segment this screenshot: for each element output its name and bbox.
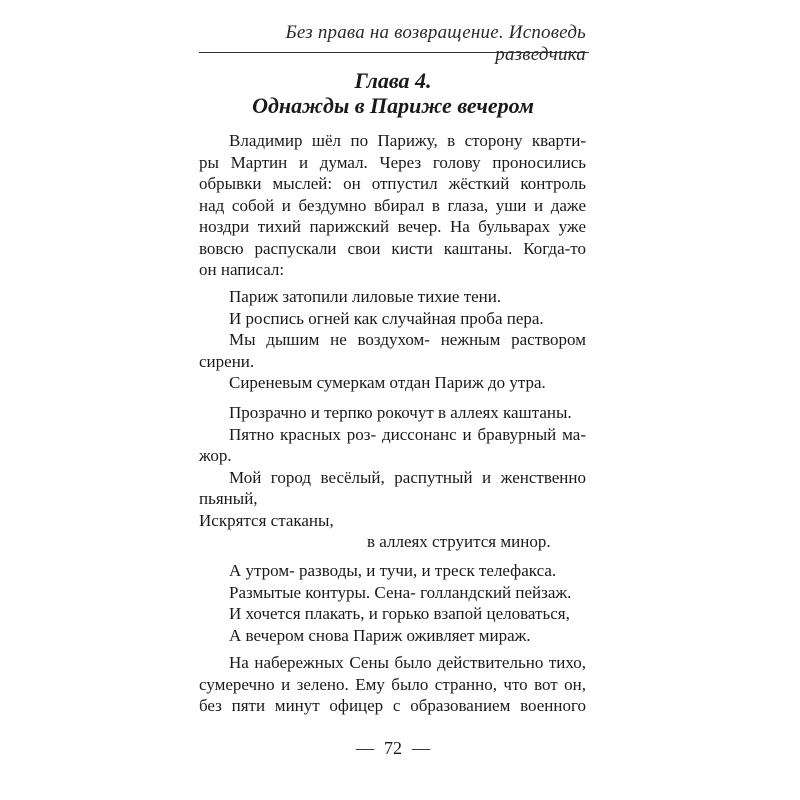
verse-line: жор.: [199, 446, 232, 465]
verse-line: И роспись огней как случайная проба пера.: [229, 308, 544, 328]
paragraph-line: Владимир шёл по Парижу, в сторону кварти-: [229, 131, 586, 150]
paragraph-2: [199, 652, 586, 717]
paragraph-line: ры Мартин и думал. Через голову проносились: [199, 152, 586, 172]
paragraph-line: На набережных Сены было действительно тихо,: [229, 653, 586, 672]
verse-line: сирени.: [199, 351, 255, 371]
paragraph-line: без пяти минут офицер с образованием военного: [199, 696, 586, 715]
footer-dash-right: —: [412, 738, 430, 758]
verse-line: А утром- разводы, и тучи, и треск телефакса.: [229, 561, 557, 580]
verse-line: Мой город весёлый, распутный и женственно: [229, 467, 586, 487]
stanza-3: [229, 560, 586, 646]
chapter-title: [200, 68, 586, 118]
chapter-number: Глава 4.: [354, 68, 432, 93]
paragraph-line: ноздри тихий парижский вечер. На бульварах уже: [199, 217, 586, 236]
paragraph-line: обрывки мыслей: он отпустил жёсткий контроль: [199, 174, 586, 193]
verse-line: Пятно красных роз- диссонанс и бравурный ма-: [229, 424, 586, 444]
verse-line: Размытые контуры. Сена- голландский пейзаж.: [229, 582, 572, 602]
stanza-2: [199, 402, 586, 553]
verse-line: пьяный,: [199, 489, 258, 508]
paragraph-line: вовсю распускали свои кисти каштаны. Когда-то: [199, 238, 586, 258]
verse-line: Париж затопили лиловые тихие тени.: [229, 287, 502, 306]
verse-line: в аллеях струится минор.: [367, 532, 551, 551]
verse-line: Мы дышим не воздухом- нежным раствором: [229, 330, 586, 349]
paragraph-line: над собой и бездумно вбирал в глаза, уши и даже: [199, 195, 586, 215]
chapter-name: Однажды в Париже вечером: [252, 93, 534, 118]
paragraph-1: [199, 130, 586, 281]
verse-line: Искрятся стаканы,: [199, 510, 334, 530]
running-header: Без права на возвращение. Исповедь разведчика: [285, 22, 586, 65]
verse-line: Прозрачно и терпко рокочут в аллеях каштаны.: [229, 403, 572, 422]
page-number: 72: [384, 738, 402, 758]
footer-dash-left: —: [356, 738, 374, 758]
stanza-1: [199, 286, 586, 394]
header-rule: [199, 52, 589, 53]
verse-line: Сиреневым сумеркам отдан Париж до утра.: [229, 373, 546, 392]
verse-line: И хочется плакать, и горько взапой целоваться,: [229, 604, 570, 623]
paragraph-line: сумеречно и зелено. Ему было странно, что вот он,: [199, 674, 586, 694]
verse-line: А вечером снова Париж оживляет мираж.: [229, 625, 531, 645]
page-footer: [200, 738, 586, 759]
paragraph-line: он написал:: [199, 260, 285, 279]
